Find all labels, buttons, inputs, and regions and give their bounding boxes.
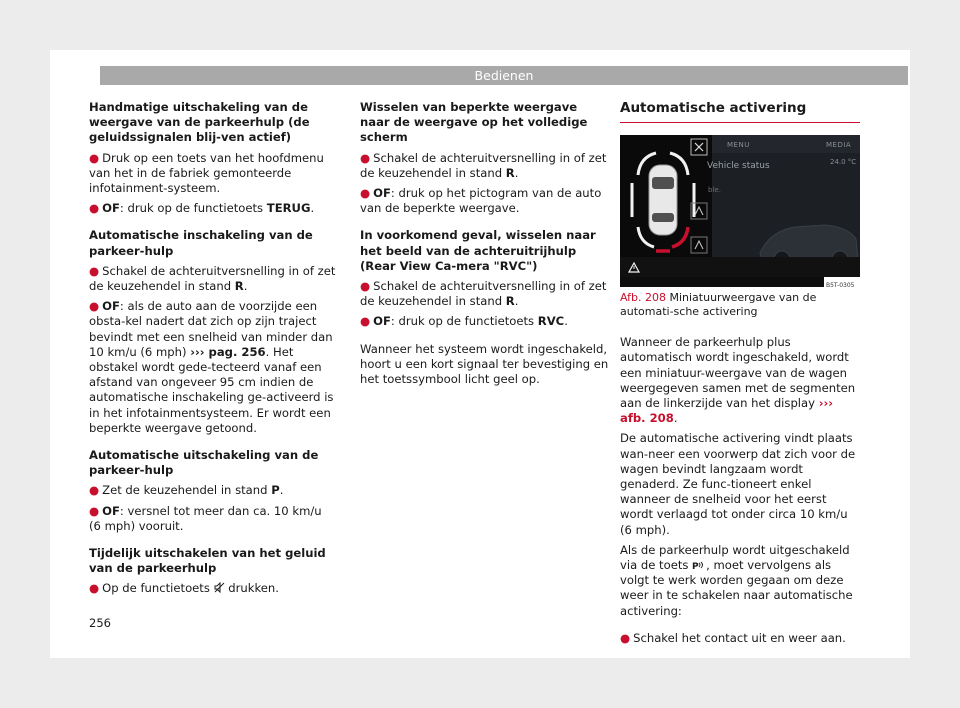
list-item: ● Schakel het contact uit en weer aan.	[620, 630, 846, 645]
list-item: ● OF: druk op de functietoets TERUG.	[89, 201, 315, 216]
list-item: ● OF: versnel tot meer dan ca. 10 km/u (6 mph) vooruit.	[89, 503, 322, 533]
bullet-icon: ●	[89, 299, 100, 314]
bullet-icon: ●	[89, 201, 100, 216]
list-item: ● Schakel de achteruitversnelling in of zet de keuzehendel in stand R.	[360, 150, 607, 180]
list-item: ● OF: druk op de functietoets RVC.	[360, 314, 568, 329]
heading-auto-on: Automatische inschakeling van de parkeer-hulp	[89, 228, 313, 258]
list-item: ● OF: als de auto aan de voorzijde een obsta-kel nadert dat zich op zijn traject bevindt met een snelheid van minder dan 10 km/u (6 mph) ››› pag. 256. Het obstakel wordt gede-tecteerd vanaf een afstand van ongeveer 95 cm indien de automatische inschakeling ge-activeerd is in het infotainmentsysteem. Er wordt een beperkte weergave getoond.	[89, 299, 334, 435]
heading-manual-off: Handmatige uitschakeling van de weergave van de parkeerhulp (de geluidssignalen blij-ven actief)	[89, 100, 310, 145]
paragraph: Als de parkeerhulp wordt uitgeschakeld via de toets P , moet vervolgens als volgt te werk worden gegaan om deze weer in te schakelen naar automatische activering:	[620, 542, 853, 618]
heading-rear-view-camera: In voorkomend geval, wisselen naar het beeld van de achteruitrijhulp (Rear View Ca-mera "RVC")	[360, 228, 596, 273]
heading-auto-off: Automatische uitschakeling van de parkeer-hulp	[89, 448, 319, 478]
bullet-icon: ●	[89, 483, 100, 498]
paragraph: De automatische activering vindt plaats wan-neer een voorwerp dat zich voor de wagen bevindt langzaam wordt genaderd. Ze func-tioneert enkel wanneer de snelheid voor het eerst wordt verlaagd tot onder circa 10 km/u (6 mph).	[620, 431, 856, 537]
heading-full-screen: Wisselen van beperkte weergave naar de weergave op het volledige scherm	[360, 100, 588, 145]
list-item: ● Druk op een toets van het hoofdmenu van het in de fabriek gemonteerde infotainment-systeem.	[89, 150, 324, 196]
page-header: Bedienen	[100, 66, 908, 85]
paragraph: Wanneer het systeem wordt ingeschakeld, hoort u een kort signaal ter bevestiging en het toetssymbool licht geel op.	[360, 341, 609, 387]
screen-temperature: 24.0 °C	[830, 158, 857, 167]
bullet-icon: ●	[89, 150, 100, 165]
section-title: Automatische activering	[620, 101, 860, 123]
bullet-icon: ●	[89, 581, 100, 596]
screen-menu-label: MENU	[727, 141, 750, 150]
page-number: 256	[89, 616, 111, 630]
bullet-icon: ●	[620, 630, 631, 645]
bullet-icon: ●	[89, 503, 100, 518]
column-3	[620, 100, 860, 651]
figure-reference-link[interactable]: ››› afb. 208	[620, 396, 834, 426]
bullet-icon: ●	[89, 263, 100, 278]
list-item: ● OF: druk op het pictogram van de auto van de beperkte weergave.	[360, 186, 602, 216]
page-reference-link[interactable]: ››› pag. 256	[190, 344, 266, 359]
list-item: ● Schakel de achteruitversnelling in of zet de keuzehendel in stand R.	[89, 263, 336, 294]
figure-parking-display	[620, 135, 860, 287]
bullet-icon: ●	[360, 150, 371, 165]
list-item: ● Schakel de achteruitversnelling in of zet de keuzehendel in stand R.	[360, 279, 607, 309]
figure-code: B5T-0305	[826, 282, 855, 288]
parking-aid-key-icon	[692, 560, 706, 570]
speaker-mute-icon	[214, 582, 225, 593]
bullet-icon: ●	[360, 314, 371, 329]
manual-page	[50, 50, 910, 658]
paragraph: Wanneer de parkeerhulp plus automatisch wordt ingeschakeld, wordt een miniatuur-weergave van de wagen weergegeven samen met de segmenten aan de linkerzijde van het display ››› afb. 208.	[620, 335, 856, 426]
heading-mute: Tijdelijk uitschakelen van het geluid van de parkeerhulp	[89, 546, 326, 576]
figure-caption: Afb. 208 Miniatuurweergave van de automati-sche activering	[620, 291, 817, 319]
infotainment-screen-illustration	[620, 135, 860, 287]
column-2	[360, 100, 610, 392]
list-item: ● Op de functietoets drukken.	[89, 581, 279, 596]
screen-title: Vehicle status	[707, 161, 770, 172]
bullet-icon: ●	[360, 186, 371, 201]
screen-text: ble.	[708, 186, 721, 195]
screen-media-label: MEDIA	[826, 141, 852, 150]
list-item: ● Zet de keuzehendel in stand P.	[89, 483, 284, 498]
column-1	[89, 100, 337, 602]
bullet-icon: ●	[360, 279, 371, 294]
svg-text:P: P	[692, 562, 699, 571]
